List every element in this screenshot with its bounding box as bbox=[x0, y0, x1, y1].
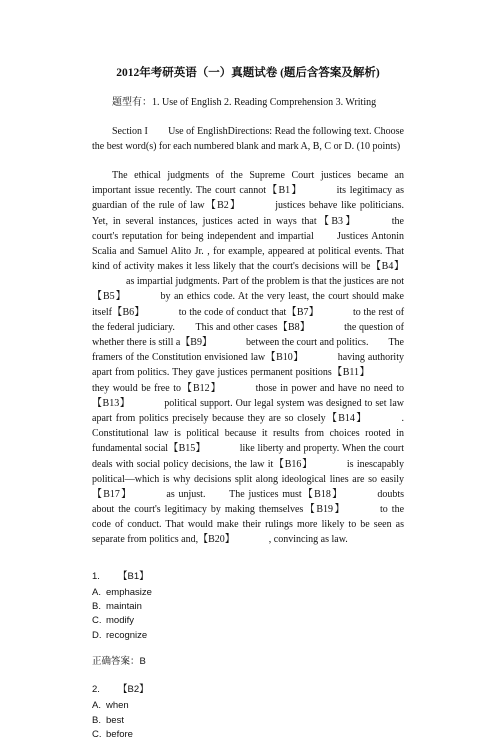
passage-text: doubts about the court's legitimacy by making themselves bbox=[92, 488, 404, 516]
passage-text: justices behave like politicians. Yet, in several instances, justices acted in ways that bbox=[92, 200, 404, 227]
blank-marker: 【B3】 bbox=[316, 215, 358, 227]
blank-marker: 【B7】 bbox=[286, 306, 319, 318]
option-text: recognize bbox=[106, 629, 148, 641]
option-d[interactable] bbox=[92, 629, 404, 643]
option-text: before bbox=[106, 728, 133, 740]
option-letter: A. bbox=[92, 700, 101, 712]
option-letter: A. bbox=[92, 586, 101, 598]
option-text: when bbox=[106, 700, 129, 712]
question-number: 1. bbox=[92, 570, 100, 582]
blank-marker: 【B11】 bbox=[331, 367, 370, 379]
question-title bbox=[92, 683, 404, 697]
option-c[interactable] bbox=[92, 728, 404, 742]
option-letter: C. bbox=[92, 615, 102, 627]
option-b[interactable] bbox=[92, 714, 404, 728]
blank-marker: 【B19】 bbox=[303, 504, 347, 516]
cloze-passage bbox=[92, 168, 425, 548]
blank-marker: 【B10】 bbox=[265, 352, 304, 364]
passage-text: . Constitutional law is political because it results from choices rooted in fundamental social bbox=[92, 412, 425, 455]
correct-answer: 正确答案：B bbox=[92, 655, 146, 667]
option-letter: D. bbox=[92, 629, 102, 641]
option-text: best bbox=[106, 714, 124, 726]
passage-text: between the court and politics. The framers of the Constitution envisioned law bbox=[92, 337, 404, 364]
blank-marker: 【B9】 bbox=[180, 337, 212, 348]
passage-text: The ethical judgments of the Supreme Court justices became an important issue recently. The court cannot bbox=[92, 169, 404, 197]
passage-text: they would be free to bbox=[92, 382, 181, 394]
passage-text: the court's reputation for being independent and impartial Justices Antonin Scalia and Samuel Alito Jr. , for example, appeared at political events. That kind of activity makes it less likely that the court's decisions will be bbox=[92, 215, 404, 273]
option-letter: B. bbox=[92, 714, 101, 726]
blank-marker: 【B1】 bbox=[266, 185, 303, 197]
passage-text: as impartial judgments. Part of the problem is that the justices are not bbox=[126, 276, 404, 288]
passage-text: , convincing as law. bbox=[268, 534, 348, 546]
option-c[interactable] bbox=[92, 614, 404, 628]
option-text: emphasize bbox=[106, 586, 152, 598]
blank-marker: 【B8】 bbox=[277, 321, 311, 333]
blank-marker: 【B20】 bbox=[198, 534, 235, 546]
question-label: 【B2】 bbox=[118, 684, 149, 696]
blank-marker: 【B13】 bbox=[92, 397, 131, 409]
passage-text: the question of whether there is still a bbox=[92, 321, 404, 348]
passage-text: as unjust. The justices must bbox=[166, 488, 302, 500]
passage-text: to the code of conduct that bbox=[178, 306, 287, 318]
question-1 bbox=[92, 570, 404, 670]
passage-text: political support. Our legal system was designed to set law apart from politics precisely because they are so closely bbox=[92, 397, 404, 424]
blank-marker: 【B15】 bbox=[168, 443, 206, 455]
passage-text: is inescapably political—which is why decisions split along ideological lines are so easily bbox=[92, 458, 405, 485]
option-letter: B. bbox=[92, 601, 101, 613]
option-letter: C. bbox=[92, 728, 102, 740]
blank-marker: 【B17】 bbox=[92, 488, 133, 500]
blank-marker: 【B2】 bbox=[204, 200, 242, 212]
question-number: 2. bbox=[92, 684, 100, 696]
section-directions: Section I Use of EnglishDirections: Read the following text. Choose the best word(s) for each numbered blank and mark A, B, C or D. (10 points) bbox=[92, 125, 404, 152]
blank-marker: 【B12】 bbox=[180, 382, 222, 394]
blank-marker: 【B6】 bbox=[112, 306, 145, 318]
question-label: 【B1】 bbox=[118, 570, 149, 582]
passage-text: its legitimacy as guardian of the rule of law bbox=[92, 185, 404, 212]
passage-text: to the rest of the federal judiciary. This and other cases bbox=[92, 306, 405, 333]
document-title: 2012年考研英语（一）真题试卷 (题后含答案及解析) bbox=[116, 67, 380, 79]
question-types-line: 题型有：1. Use of English 2. Reading Comprehension 3. Writing bbox=[112, 96, 377, 108]
option-text: maintain bbox=[106, 601, 142, 613]
blank-marker: 【B14】 bbox=[325, 412, 368, 424]
option-a[interactable] bbox=[92, 586, 404, 600]
passage-text: by an ethics code. At the very least, the court should make itself bbox=[92, 291, 404, 318]
question-title bbox=[92, 570, 404, 584]
passage-text: those in power and have no need to bbox=[255, 382, 404, 394]
blank-marker: 【B5】 bbox=[92, 291, 127, 303]
blank-marker: 【B18】 bbox=[301, 488, 344, 500]
blank-marker: 【B16】 bbox=[273, 458, 313, 470]
passage-text: to the code of conduct. That would make their rulings more likely to be seen as separate from politics and, bbox=[92, 504, 405, 546]
passage-text: having authority apart from politics. They gave justices permanent positions bbox=[92, 352, 404, 379]
blank-marker: 【B4】 bbox=[370, 261, 404, 273]
question-2 bbox=[92, 683, 404, 742]
passage-text: like liberty and property. When the court deals with social policy decisions, the law it bbox=[92, 443, 404, 470]
option-b[interactable] bbox=[92, 600, 404, 614]
option-text: modify bbox=[106, 615, 134, 627]
